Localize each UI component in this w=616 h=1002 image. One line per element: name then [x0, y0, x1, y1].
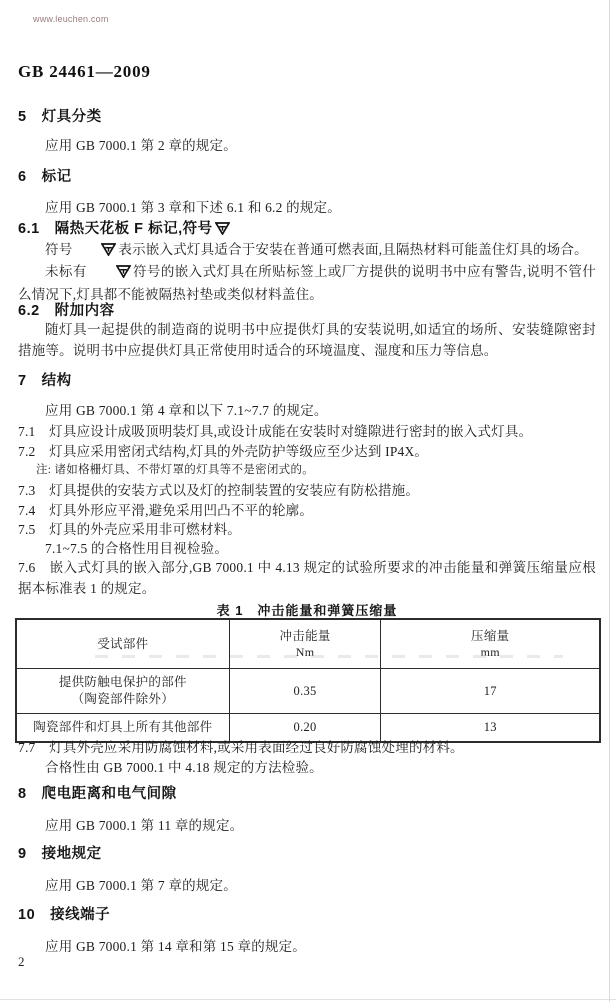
section-6-1-paragraph-1 — [18, 239, 596, 262]
clause-7-1-to-7-5-conformity: 7.1~7.5 的合格性用目视检验。 — [45, 541, 229, 556]
table-1-impact-energy — [15, 618, 601, 743]
table-title: 表 1 冲击能量和弹簧压缩量 — [216, 603, 398, 618]
doc-number: GB 24461—2009 — [18, 62, 151, 81]
scan-edge-line — [0, 999, 616, 1000]
col-header-part — [16, 619, 229, 669]
clause-7-6: 7.6 嵌入式灯具的嵌入部分,GB 7000.1 中 4.13 规定的试验所要求的冲击能量和弹簧压缩量应根据本标准表 1 的规定。 — [18, 560, 596, 596]
cell-impact: 0.35 — [229, 669, 381, 714]
paragraph-text: 表示嵌入式灯具适合于安装在普通可燃表面,且隔热材料可能盖住灯具的场合。 — [118, 242, 588, 257]
section-6-2-paragraph: 随灯具一起提供的制造商的说明书中应提供灯具的安装说明,如适宜的场所、安装缝隙密封措施等。说明书中应提供灯具正常使用时适合的环境温度、湿度和压力等信息。 — [18, 322, 596, 358]
clause-7-7: 7.7 灯具外壳应采用防腐蚀材料,或采用表面经过良好防腐蚀处理的材料。 — [18, 740, 464, 755]
clause-7-2: 7.2 灯具应采用密闭式结构,灯具的外壳防护等级应至少达到 IP4X。 — [18, 444, 429, 459]
clause-7-4: 7.4 灯具外形应平滑,避免采用凹凸不平的轮廓。 — [18, 503, 314, 518]
section-5-paragraph: 应用 GB 7000.1 第 2 章的规定。 — [45, 138, 237, 153]
paragraph-text: 符号的嵌入式灯具在所贴标签上或厂方提供的说明书中应有警告,说明不管什么情况下,灯具都不能被隔热衬垫或类似材料盖住。 — [18, 264, 596, 302]
col-header-compression — [381, 619, 600, 669]
cell-text: （陶瓷部件除外） — [71, 692, 175, 706]
cell-text: 提供防触电保护的部件 — [58, 675, 187, 689]
section-9-heading: 9 接地规定 — [18, 846, 102, 862]
clause-7-3: 7.3 灯具提供的安装方式以及灯的控制装置的安装应有防松措施。 — [18, 483, 420, 498]
col-header-unit: Nm — [295, 645, 315, 659]
clause-7-2-note: 注: 诸如格栅灯具、不带灯罩的灯具等不是密闭式的。 — [36, 464, 315, 476]
section-7-paragraph: 应用 GB 7000.1 第 4 章和以下 7.1~7.7 的规定。 — [45, 403, 328, 418]
col-header-impact — [229, 619, 381, 669]
col-header-unit: mm — [480, 645, 500, 659]
col-header-label: 压缩量 — [471, 629, 510, 643]
scan-watermark-artifact — [95, 655, 563, 658]
col-header-label: 受试部件 — [97, 636, 149, 651]
section-5-heading: 5 灯具分类 — [18, 109, 102, 125]
cell-impact: 0.20 — [229, 714, 381, 743]
cell-part: 陶瓷部件和灯具上所有其他部件 — [16, 714, 229, 743]
section-6-1-heading-text: 6.1 隔热天花板 F 标记,符号 — [18, 221, 213, 237]
paragraph-text: 符号 — [45, 242, 73, 257]
clause-7-5: 7.5 灯具的外壳应采用非可燃材料。 — [18, 522, 241, 537]
f-mark-symbol-icon — [74, 241, 116, 262]
section-9-paragraph: 应用 GB 7000.1 第 7 章的规定。 — [45, 878, 237, 893]
site-watermark: www.leuchen.com — [33, 14, 109, 24]
section-7-heading: 7 结构 — [18, 373, 72, 389]
section-6-1-paragraph-2 — [18, 261, 596, 305]
table-header-row — [16, 619, 600, 669]
table-row — [16, 669, 600, 714]
cell-compression: 17 — [381, 669, 600, 714]
f-mark-symbol-icon — [89, 263, 131, 284]
cell-compression: 13 — [381, 714, 600, 743]
section-6-heading: 6 标记 — [18, 169, 72, 185]
section-8-paragraph: 应用 GB 7000.1 第 11 章的规定。 — [45, 818, 244, 833]
section-6-paragraph: 应用 GB 7000.1 第 3 章和下述 6.1 和 6.2 的规定。 — [45, 200, 341, 215]
section-10-heading: 10 接线端子 — [18, 907, 111, 923]
page-number: 2 — [18, 954, 25, 969]
paragraph-text: 未标有 — [45, 264, 87, 279]
clause-7-7-conformity: 合格性由 GB 7000.1 中 4.18 规定的方法检验。 — [45, 760, 323, 775]
section-10-paragraph: 应用 GB 7000.1 第 14 章和第 15 章的规定。 — [45, 939, 307, 954]
scan-edge-line — [609, 0, 610, 1002]
clause-7-1: 7.1 灯具应设计成吸顶明装灯具,或设计成能在安装时对缝隙进行密封的嵌入式灯具。 — [18, 424, 533, 439]
section-6-2-heading: 6.2 附加内容 — [18, 303, 115, 319]
cell-part — [16, 669, 229, 714]
col-header-label: 冲击能量 — [279, 629, 331, 643]
section-8-heading: 8 爬电距离和电气间隙 — [18, 786, 177, 802]
